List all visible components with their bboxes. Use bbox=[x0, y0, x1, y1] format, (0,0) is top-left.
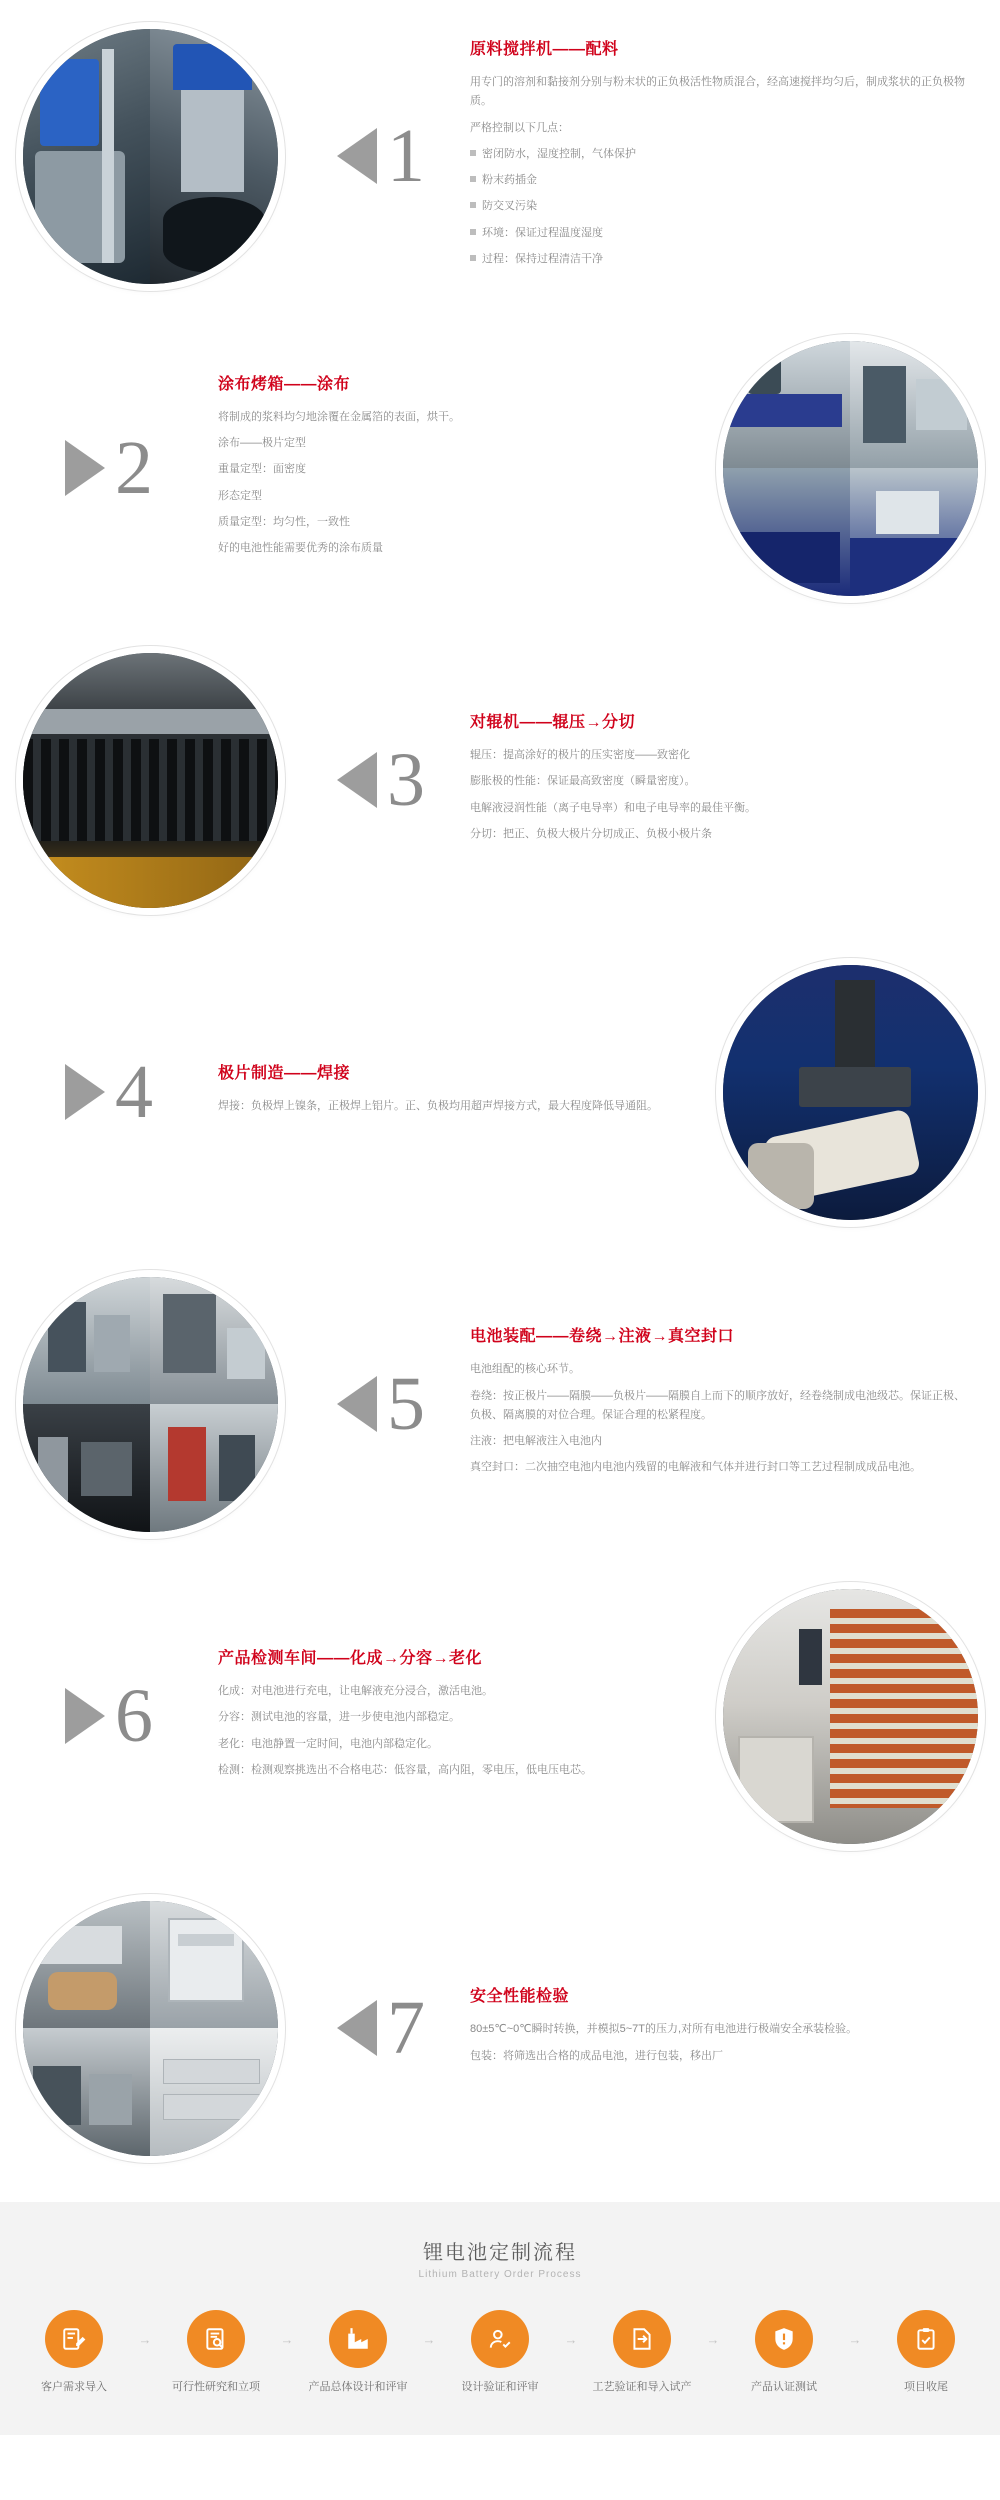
process-step-6 bbox=[0, 1560, 1000, 1872]
step-5-text bbox=[460, 1323, 1000, 1484]
step-line: 焊接：负极焊上镍条，正极焊上铝片。正、负极均用超声焊接方式，最大程度降低导通阻。 bbox=[218, 1100, 658, 1113]
step-number: 7 bbox=[387, 1986, 423, 2070]
step-1-photo-wrap bbox=[0, 6, 300, 306]
clipboard-check-icon bbox=[897, 2310, 955, 2368]
step-title: 产品检测车间——化成→分容→老化 bbox=[218, 1650, 483, 1667]
step-line: 密闭防水，湿度控制，气体保护 bbox=[470, 145, 974, 164]
photo-cell bbox=[850, 341, 978, 469]
step-line: 防交叉污染 bbox=[470, 197, 974, 216]
step-line: 涂布——极片定型 bbox=[218, 437, 306, 449]
step-line: 老化：电池静置一定时间，电池内部稳定化。 bbox=[218, 1737, 438, 1750]
step-7-photo-wrap bbox=[0, 1878, 300, 2178]
photo-cell bbox=[150, 1277, 278, 1405]
flow-step-2[interactable] bbox=[162, 2310, 270, 2395]
arrow-right-icon bbox=[65, 1064, 105, 1120]
step-5-photo-wrap bbox=[0, 1254, 300, 1554]
photo-cell bbox=[23, 29, 151, 284]
flow-step-label: 设计验证和评审 bbox=[461, 2381, 539, 2393]
process-step-1 bbox=[0, 0, 1000, 312]
step-line: 质量定型：均匀性，一致性 bbox=[218, 515, 350, 528]
step-body bbox=[470, 1360, 974, 1477]
step-line: 严格控制以下几点： bbox=[470, 121, 569, 134]
step-line: 将制成的浆料均匀地涂覆在金属箔的表面，烘干。 bbox=[218, 410, 460, 423]
step-3-photo-wrap bbox=[0, 630, 300, 930]
arrow-right-icon bbox=[65, 1688, 105, 1744]
photo-cell bbox=[150, 1404, 278, 1532]
step-line: 好的电池性能需要优秀的涂布质量 bbox=[218, 542, 383, 554]
process-step-7 bbox=[0, 1872, 1000, 2184]
step-line: 膨胀极的性能：保证最高致密度（瞬量密度）。 bbox=[470, 775, 696, 788]
step-title: 安全性能检验 bbox=[470, 1988, 570, 2006]
step-number: 5 bbox=[387, 1362, 423, 1446]
flow-step-6[interactable] bbox=[730, 2310, 838, 2395]
step-4-marker bbox=[28, 1050, 188, 1134]
arrow-left-icon bbox=[337, 752, 377, 808]
step-2-text bbox=[188, 371, 700, 566]
step-1-text bbox=[460, 36, 1000, 276]
step-6-marker bbox=[28, 1674, 188, 1758]
step-body bbox=[470, 2020, 974, 2066]
process-step-4 bbox=[0, 936, 1000, 1248]
step-line: 用专门的溶剂和黏接剂分别与粉末状的正负极活性物质混合，经高速搅拌均匀后，制成浆状的正负极物质。 bbox=[470, 76, 965, 108]
step-title: 电池装配——卷绕→注液→真空封口 bbox=[470, 1328, 735, 1346]
step-body bbox=[218, 408, 690, 559]
step-7-marker bbox=[300, 1986, 460, 2070]
flow-separator: → bbox=[706, 2332, 720, 2347]
footer-subtitle: Lithium Battery Order Process bbox=[418, 2269, 582, 2280]
flow-step-label: 产品总体设计和评审 bbox=[308, 2381, 408, 2393]
flow-step-label: 产品认证测试 bbox=[751, 2381, 817, 2393]
step-number: 1 bbox=[387, 114, 423, 198]
step-body bbox=[470, 73, 974, 269]
step-3-photo bbox=[23, 653, 278, 908]
process-step-5 bbox=[0, 1248, 1000, 1560]
step-4-photo bbox=[723, 965, 978, 1220]
flow-step-3[interactable] bbox=[304, 2310, 412, 2395]
step-7-photo bbox=[23, 1901, 278, 2156]
step-3-marker bbox=[300, 738, 460, 822]
photo-cell bbox=[723, 468, 851, 596]
flow-separator: → bbox=[564, 2332, 578, 2347]
step-line: 包装：将筛选出合格的成品电池，进行包装，移出厂 bbox=[470, 2049, 723, 2062]
step-title: 涂布烤箱——涂布 bbox=[218, 375, 351, 393]
process-flow bbox=[0, 2310, 1000, 2395]
step-line: 80±5℃~0℃瞬时转换，并模拟5~7T的压力,对所有电池进行极端安全承装检验。 bbox=[470, 2023, 858, 2036]
photo-cell bbox=[23, 1404, 151, 1532]
step-title: 极片制造——焊接 bbox=[218, 1065, 351, 1083]
photo-cell bbox=[150, 1901, 278, 2029]
step-line: 重量定型：面密度 bbox=[218, 463, 306, 476]
flow-step-5[interactable] bbox=[588, 2310, 696, 2395]
flow-step-label: 客户需求导入 bbox=[41, 2381, 107, 2393]
flow-step-label: 工艺验证和导入试产 bbox=[592, 2381, 692, 2393]
photo-cell bbox=[150, 2028, 278, 2156]
step-line: 环境：保证过程温度湿度 bbox=[470, 224, 974, 243]
step-line: 电池组配的核心环节。 bbox=[470, 1363, 580, 1376]
arrow-left-icon bbox=[337, 1376, 377, 1432]
step-1-photo bbox=[23, 29, 278, 284]
step-4-text bbox=[188, 1060, 700, 1123]
photo-cell bbox=[723, 341, 851, 469]
photo-cell bbox=[850, 468, 978, 596]
arrow-left-icon bbox=[337, 2000, 377, 2056]
step-2-marker bbox=[28, 426, 188, 510]
arrow-left-icon bbox=[337, 128, 377, 184]
step-6-photo-wrap bbox=[700, 1566, 1000, 1866]
flow-step-label: 项目收尾 bbox=[904, 2381, 948, 2393]
flow-separator: → bbox=[422, 2332, 436, 2347]
flow-step-4[interactable] bbox=[446, 2310, 554, 2395]
photo-cell bbox=[23, 653, 278, 908]
step-line: 真空封口：二次抽空电池内电池内残留的电解液和气体并进行封口等工艺过程制成成品电池。 bbox=[470, 1461, 921, 1474]
user-check-icon bbox=[471, 2310, 529, 2368]
photo-cell bbox=[23, 1277, 151, 1405]
step-line: 电解液浸润性能（离子电导率）和电子电导率的最佳平衡。 bbox=[470, 801, 756, 814]
step-line: 形态定型 bbox=[218, 489, 262, 502]
step-1-marker bbox=[300, 114, 460, 198]
flow-step-label: 可行性研究和立项 bbox=[172, 2381, 260, 2393]
step-4-photo-wrap bbox=[700, 942, 1000, 1242]
photo-cell bbox=[723, 965, 978, 1220]
step-number: 6 bbox=[115, 1674, 151, 1758]
step-body bbox=[218, 1097, 690, 1116]
step-5-photo bbox=[23, 1277, 278, 1532]
step-line: 卷绕：按正极片——隔膜——负极片——隔膜自上而下的顺序放好，经卷绕制成电池级芯。保证正极、负极、隔离膜的对位合理。保证合理的松紧程度。 bbox=[470, 1389, 965, 1421]
step-number: 3 bbox=[387, 738, 423, 822]
process-step-2 bbox=[0, 312, 1000, 624]
step-line: 化成：对电池进行充电，让电解液充分浸合，激活电池。 bbox=[218, 1685, 493, 1697]
step-line: 检测：检测观察挑选出不合格电芯：低容量，高内阻，零电压，低电压电芯。 bbox=[218, 1763, 592, 1776]
step-line: 过程：保持过程清洁干净 bbox=[470, 250, 974, 269]
photo-cell bbox=[23, 1901, 151, 2029]
export-arrow-icon bbox=[613, 2310, 671, 2368]
step-2-photo-wrap bbox=[700, 318, 1000, 618]
step-7-text bbox=[460, 1983, 1000, 2073]
step-3-text bbox=[460, 709, 1000, 851]
footer-title: 锂电池定制流程 bbox=[423, 2242, 577, 2264]
flow-separator: → bbox=[280, 2332, 294, 2347]
photo-cell bbox=[150, 29, 278, 284]
document-search-icon bbox=[187, 2310, 245, 2368]
step-title: 原料搅拌机——配料 bbox=[470, 41, 619, 58]
step-line: 注液：把电解液注入电池内 bbox=[470, 1435, 602, 1448]
flow-separator: → bbox=[138, 2332, 152, 2347]
step-number: 4 bbox=[115, 1050, 151, 1134]
flow-step-7[interactable] bbox=[872, 2310, 980, 2395]
step-5-marker bbox=[300, 1362, 460, 1446]
step-2-photo bbox=[723, 341, 978, 596]
step-number: 2 bbox=[115, 426, 151, 510]
step-line: 辊压：提高涂好的极片的压实密度——致密化 bbox=[470, 749, 690, 761]
shield-alert-icon bbox=[755, 2310, 813, 2368]
step-6-photo bbox=[723, 1589, 978, 1844]
step-line: 粉末药插金 bbox=[470, 171, 974, 190]
step-line: 分容：测试电池的容量，进一步使电池内部稳定。 bbox=[218, 1711, 460, 1724]
flow-step-1[interactable] bbox=[20, 2310, 128, 2395]
step-body bbox=[470, 746, 974, 844]
factory-icon bbox=[329, 2310, 387, 2368]
photo-cell bbox=[723, 1589, 978, 1844]
pencil-edit-icon bbox=[45, 2310, 103, 2368]
flow-separator: → bbox=[848, 2332, 862, 2347]
photo-cell bbox=[23, 2028, 151, 2156]
order-process-footer bbox=[0, 2202, 1000, 2435]
step-6-text bbox=[188, 1645, 700, 1787]
process-step-3 bbox=[0, 624, 1000, 936]
arrow-right-icon bbox=[65, 440, 105, 496]
step-line: 分切：把正、负极大极片分切成正、负极小极片条 bbox=[470, 827, 712, 840]
step-title: 对辊机——辊压→分切 bbox=[470, 714, 636, 731]
step-body bbox=[218, 1682, 690, 1780]
